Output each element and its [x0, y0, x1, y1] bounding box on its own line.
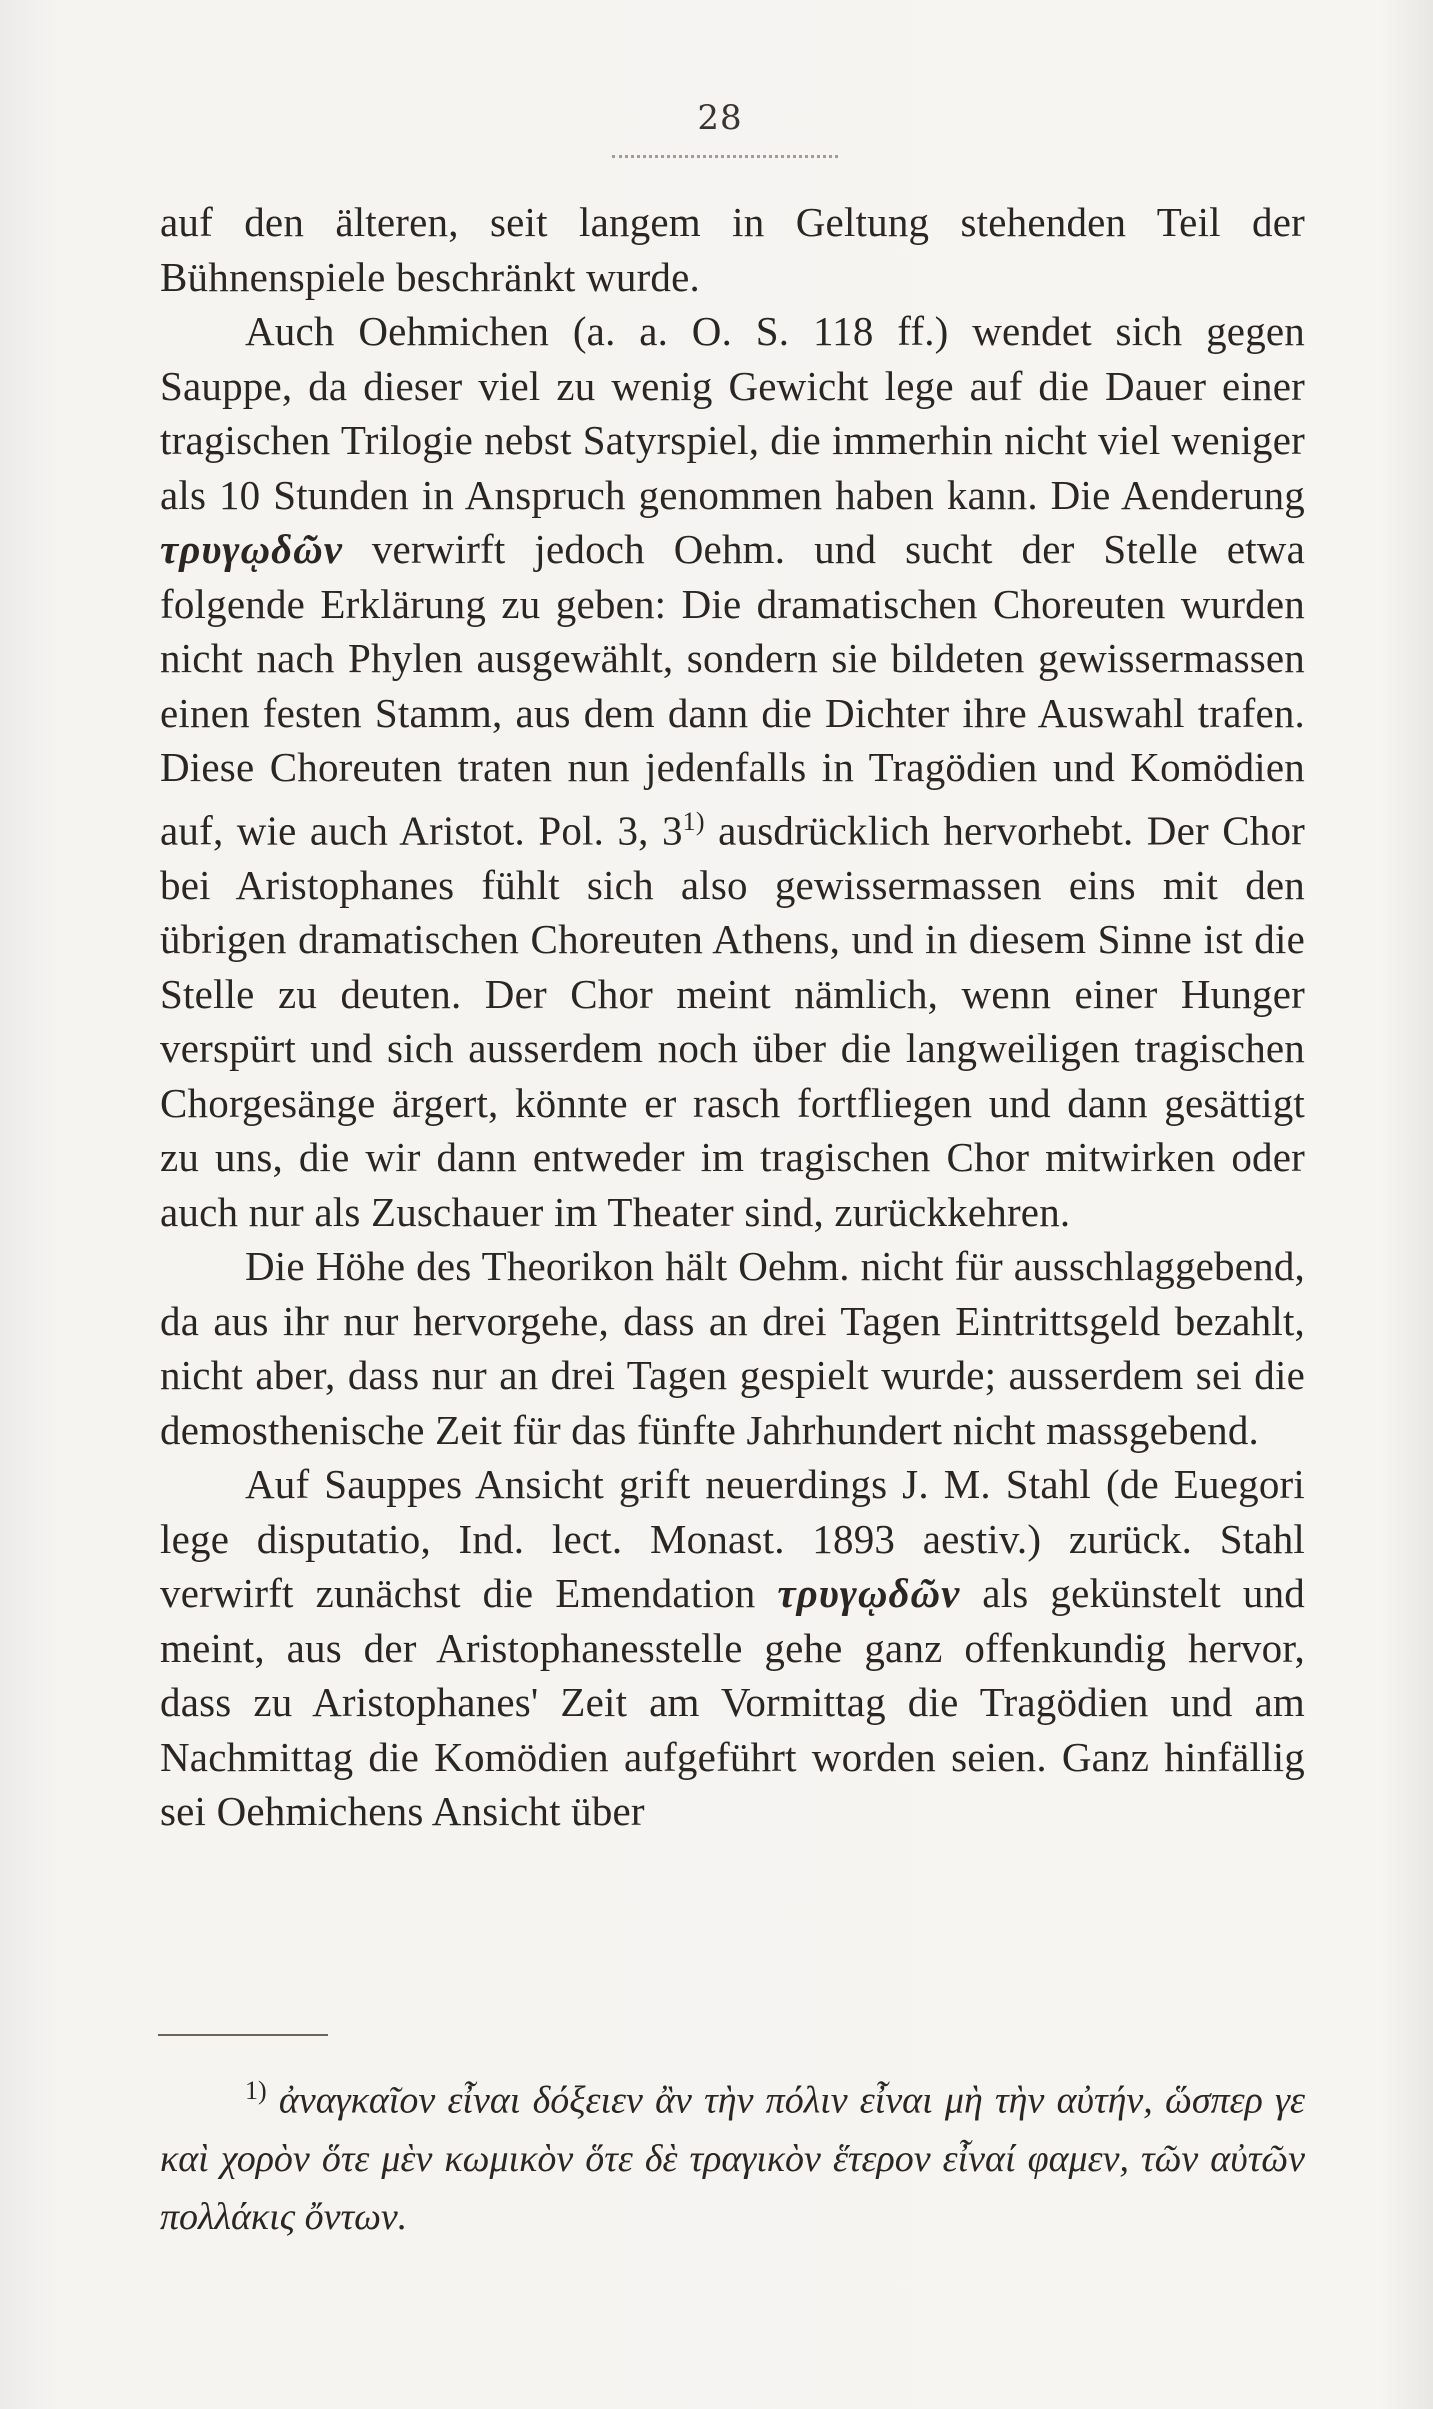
paragraph-oehmichen	[160, 304, 1305, 1239]
paragraph-4-text-b: als gekünstelt und meint, aus der Aristophanesstelle gehe ganz offenkundig hervor, dass zu Aristophanes' Zeit am Vormittag die Tragödien und am Nachmittag die Komödien aufgeführt worden seien. Ganz hinfällig sei Oehmichens Ansicht über	[160, 1570, 1306, 1835]
paragraph-1-text: auf den älteren, seit langem in Geltung stehenden Teil der Bühnenspiele beschränkt wurde.	[160, 199, 1305, 300]
footnote-greek-text: ἀναγκαῖον εἶναι δόξειεν ἂν τὴν πόλιν εἶναι μὴ τὴν αὐτήν, ὥσπερ γε καὶ χορὸν ὅτε μὲν κωμικὸν ὅτε δὲ τραγικὸν ἕτερον εἶναί φαμεν, τῶν αὐτῶν πολλάκις ὄντων.	[160, 2079, 1305, 2238]
paragraph-theorikon	[160, 1239, 1305, 1457]
page-number-ornament-rule	[612, 152, 838, 158]
greek-word-trygodon-2: τρυγῳδῶν	[777, 1570, 961, 1617]
paragraph-3-text: Die Höhe des Theorikon hält Oehm. nicht für ausschlaggebend, da aus ihr nur hervorgehe, dass an drei Tagen Eintrittsgeld bezahlt, nicht aber, dass nur an drei Tagen gespielt wurde; ausserdem sei die demosthenische Zeit für das fünfte Jahrhundert nicht massgebend.	[160, 1243, 1305, 1453]
paragraph-2-text-a: Auch Oehmichen (a. a. O. S. 118 ff.) wendet sich gegen Sauppe, da dieser viel zu wenig Gewicht lege auf die Dauer einer tragischen Trilogie nebst Satyrspiel, die immerhin nicht viel weniger als 10 Stunden in Anspruch genommen haben kann. Die Aenderung	[160, 308, 1305, 518]
footnote-separator	[158, 2034, 328, 2036]
greek-word-trygodon: τρυγῳδῶν	[160, 526, 343, 572]
paragraph-stahl	[160, 1457, 1305, 1839]
paragraph-continuation	[160, 195, 1305, 304]
main-text-block	[160, 195, 1305, 1839]
paragraph-4-text-a: Auf Sauppes Ansicht grift neuerdings J. M. Stahl (de Euegori lege disputatio, Ind. lect. Monast. 1893 aestiv.) zurück. Stahl verwirft zunächst die Emendation	[160, 1461, 1305, 1617]
paragraph-2-text-b: verwirft jedoch Oehm. und sucht der Stelle etwa folgende Erklärung zu geben: Die dramatischen Choreuten wurden nicht nach Phylen ausgewählt, sondern sie bildeten gewissermassen einen festen Stamm, aus dem dann die Dichter ihre Auswahl trafen. Diese Choreuten traten nun jedenfalls in Tragödien und Komödien auf, wie auch Aristot. Pol. 3, 3	[160, 526, 1305, 854]
footnote-mark: 1)	[245, 2076, 267, 2105]
paragraph-2-text-c: ausdrücklich hervorhebt. Der Chor bei Aristophanes fühlt sich also gewissermassen eins mit den übrigen dramatischen Choreuten Athens, und in diesem Sinne ist die Stelle zu deuten. Der Chor meint nämlich, wenn einer Hunger verspürt und sich ausserdem noch über die langweiligen tragischen Chorgesänge ärgert, könnte er rasch fortfliegen und dann gesättigt zu uns, die wir dann entweder im tragischen Chor mitwirken oder auch nur als Zuschauer im Theater sind, zurückkehren.	[160, 807, 1305, 1235]
page-number: 28	[697, 98, 743, 138]
footnote-reference: 1)	[682, 806, 705, 836]
footnote	[160, 2062, 1305, 2246]
